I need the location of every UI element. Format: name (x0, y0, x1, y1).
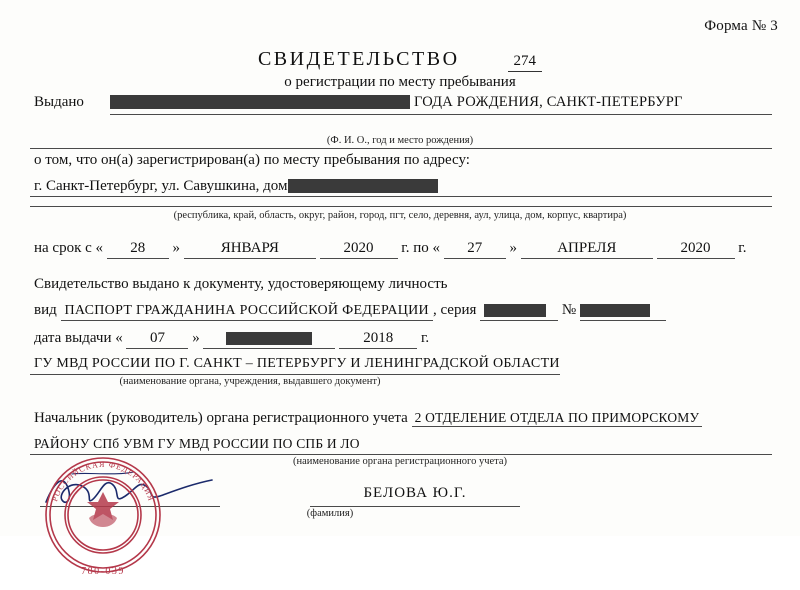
address-row (34, 178, 772, 195)
vid-value: ПАСПОРТ ГРАЖДАНИНА РОССИЙСКОЙ ФЕДЕРАЦИИ (61, 303, 433, 321)
redacted-name-block (110, 95, 410, 109)
term-g-2: г. (738, 240, 747, 256)
organ-underline (30, 374, 560, 375)
quote-close-3: » (192, 330, 200, 346)
issued-visible-text: ГОДА РОЖДЕНИЯ, САНКТ-ПЕТЕРБУРГ (414, 94, 683, 110)
quote-close-2: » (509, 240, 518, 256)
issued-label: Выдано (34, 94, 84, 110)
quote-open-1: « (95, 240, 104, 256)
official-stamp (28, 440, 178, 590)
chief-caption: (наименование органа регистрационного учета) (292, 456, 508, 467)
term-g-1: г. (401, 240, 410, 256)
term-from-month: ЯНВАРЯ (184, 240, 316, 259)
title-block (0, 48, 800, 72)
redacted-number-block (580, 304, 650, 317)
chief-label: Начальник (руководитель) органа регистрационного учета (34, 410, 408, 426)
chief-row (34, 410, 772, 427)
divider-line-1 (30, 148, 772, 149)
identity-type-row (34, 302, 772, 321)
fio-caption: (Ф. И. О., год и место рождения) (326, 135, 474, 146)
issuing-organ: ГУ МВД РОССИИ ПО Г. САНКТ – ПЕТЕРБУРГУ И ЛЕНИНГРАДСКОЙ ОБЛАСТИ (34, 356, 560, 371)
seria-label: , серия (432, 302, 477, 318)
page-subtitle: о регистрации по месту пребывания (284, 74, 516, 90)
about-text: о том, что он(а) зарегистрирован(а) по месту пребывания по адресу: (34, 152, 470, 168)
quote-open-3: « (115, 330, 123, 346)
quote-close-1: » (172, 240, 181, 256)
issue-date-row (34, 330, 772, 349)
term-from-day: 28 (107, 240, 169, 259)
address-underline (30, 196, 772, 197)
surname-line (310, 506, 520, 507)
date-year: 2018 (339, 330, 417, 349)
date-label: дата выдачи (34, 330, 112, 346)
redacted-seria-block (484, 304, 546, 317)
svg-text:780-039: 780-039 (81, 566, 125, 577)
term-prefix: на срок с (34, 240, 92, 256)
chief-surname: БЕЛОВА Ю.Г. (363, 485, 467, 501)
term-from-year: 2020 (320, 240, 398, 259)
redacted-address-block (288, 179, 438, 193)
date-day: 07 (126, 330, 188, 349)
organ-caption: (наименование органа, учреждения, выдавшего документ) (119, 376, 381, 387)
svg-text:РОССИЙСКАЯ ФЕДЕРАЦИЯ: РОССИЙСКАЯ ФЕДЕРАЦИЯ (50, 459, 156, 503)
page-title: СВИДЕТЕЛЬСТВО (257, 48, 460, 70)
address-caption: (республика, край, область, округ, район, город, пгт, село, деревня, аул, улица, дом, корпус, квартира) (173, 210, 627, 221)
term-row (34, 240, 772, 259)
term-to-year: 2020 (657, 240, 735, 259)
address-text: г. Санкт-Петербург, ул. Савушкина, дом (34, 178, 288, 194)
form-number: Форма № 3 (704, 18, 778, 34)
issued-to-row (34, 94, 772, 111)
identity-intro: Свидетельство выдано к документу, удостоверяющему личность (34, 276, 448, 292)
chief-org-line-2: РАЙОНУ СПб УВМ ГУ МВД РОССИИ ПО СПБ И ЛО (34, 436, 360, 451)
chief-org-line-1: 2 ОТДЕЛЕНИЕ ОТДЕЛА ПО ПРИМОРСКОМУ (412, 410, 703, 427)
date-month-field (203, 330, 335, 349)
term-to-month: АПРЕЛЯ (521, 240, 653, 259)
seria-value-field (480, 302, 558, 321)
certificate-number: 274 (508, 53, 543, 72)
term-po: по (413, 240, 429, 256)
quote-open-2: « (432, 240, 441, 256)
issued-underline (110, 114, 772, 115)
vid-label: вид (34, 302, 57, 318)
redacted-month-block (226, 332, 312, 345)
num-value-field (580, 302, 666, 321)
num-label: № (561, 302, 577, 318)
surname-caption: (фамилия) (306, 508, 354, 519)
divider-line-2 (30, 206, 772, 207)
term-to-day: 27 (444, 240, 506, 259)
date-g: г. (420, 330, 430, 346)
